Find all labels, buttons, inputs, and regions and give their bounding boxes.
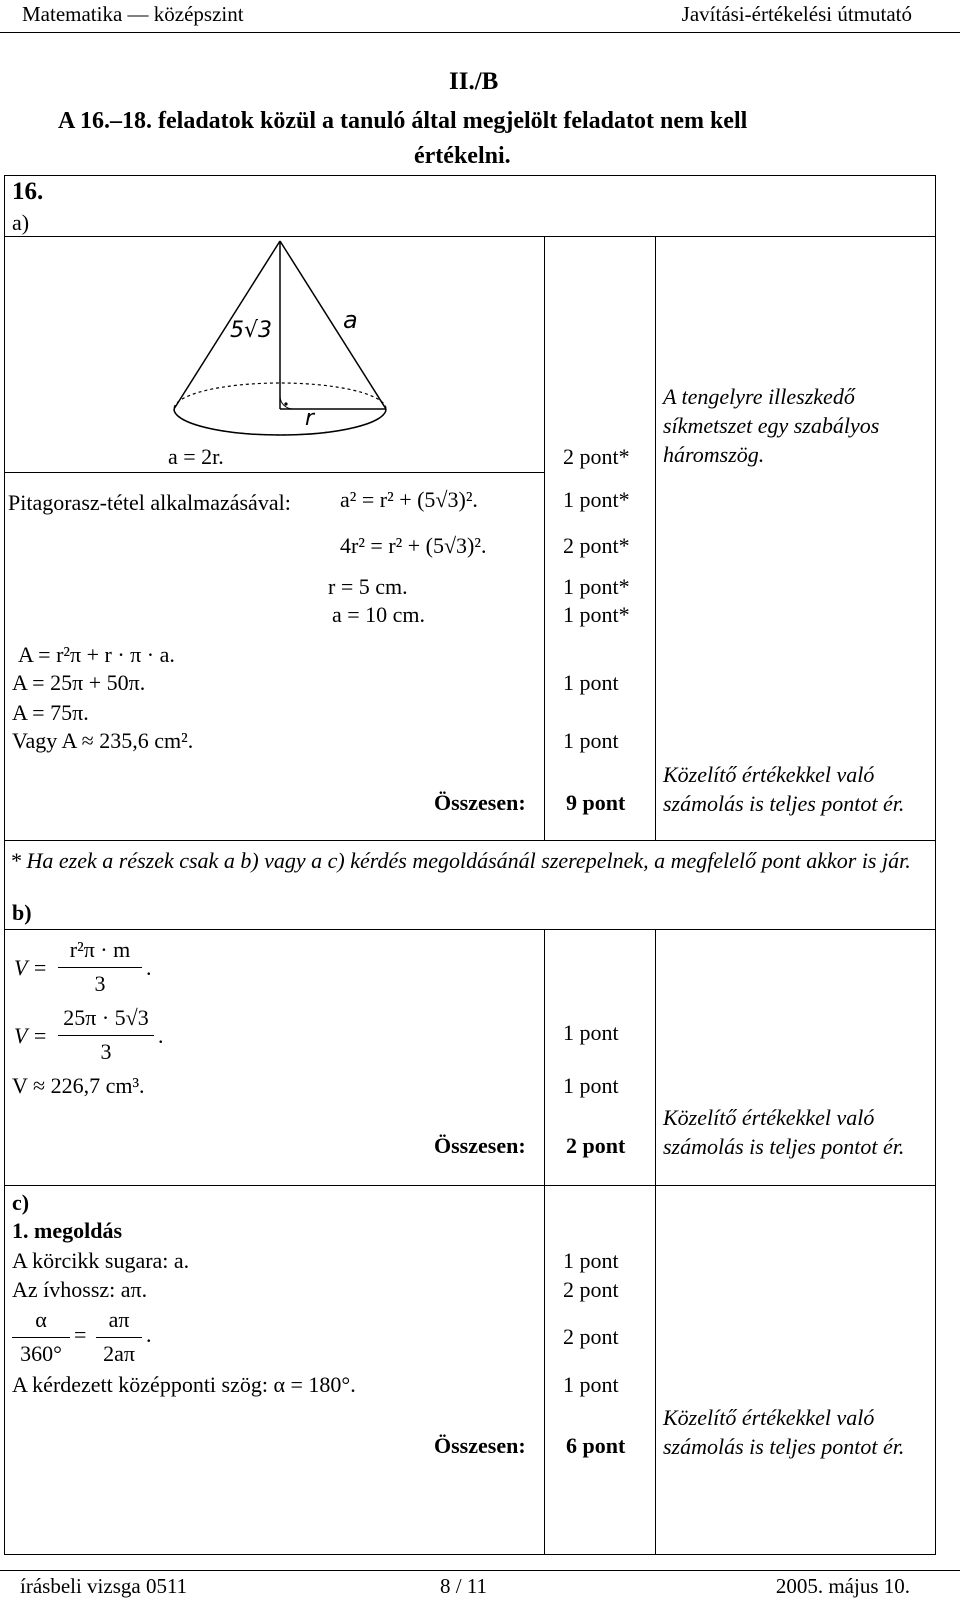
c-total: 6 pont bbox=[566, 1433, 626, 1458]
a-line9-points: 1 pont bbox=[563, 728, 619, 753]
table-right bbox=[935, 175, 936, 1555]
c-total-label: Összesen: bbox=[434, 1433, 526, 1458]
col-points-a bbox=[544, 236, 545, 840]
c-solution-title: 1. megoldás bbox=[12, 1218, 122, 1243]
a-line1: a = 2r. bbox=[168, 444, 224, 469]
table-left bbox=[4, 175, 5, 1555]
b-total: 2 pont bbox=[566, 1133, 626, 1158]
a-line3-points: 2 pont* bbox=[563, 533, 630, 558]
a-line2-formula: a² = r² + (5√3)². bbox=[340, 487, 478, 512]
row-rule-b-head bbox=[4, 929, 936, 930]
c-eq-sign: = bbox=[74, 1322, 87, 1347]
b-f2-numerator: 25π · 5√3 bbox=[63, 1005, 149, 1030]
c-note: Közelítő értékekkel való számolás is teljes pontot ér. bbox=[663, 1405, 905, 1459]
b-f2-denominator: 3 bbox=[100, 1039, 112, 1064]
b-line3-points: 1 pont bbox=[563, 1073, 619, 1098]
c-line1: A körcikk sugara: a. bbox=[12, 1248, 190, 1273]
section-instruction: A 16.–18. feladatok közül a tanuló által megjelölt feladatot nem kell bbox=[58, 108, 748, 134]
b-f2-points: 1 pont bbox=[563, 1020, 619, 1045]
right-angle-dot bbox=[284, 402, 287, 405]
row-rule-footnote bbox=[4, 840, 936, 841]
part-a-label: a) bbox=[12, 210, 30, 235]
b-total-label: Összesen: bbox=[434, 1133, 526, 1158]
header-subject: Matematika — középszint bbox=[22, 2, 244, 26]
a-total: 9 pont bbox=[566, 790, 626, 815]
col-notes-c bbox=[655, 1185, 656, 1554]
a-line7-points: 1 pont bbox=[563, 670, 619, 695]
a-line9: Vagy A ≈ 235,6 cm². bbox=[12, 728, 194, 753]
footer-exam: írásbeli vizsga 0511 bbox=[20, 1574, 188, 1598]
section-instruction-2: értékelni. bbox=[414, 143, 511, 169]
footer-rule bbox=[0, 1570, 960, 1571]
a-total-label: Összesen: bbox=[434, 790, 526, 815]
problem-number: 16. bbox=[12, 178, 44, 205]
row-rule-c bbox=[4, 1185, 936, 1186]
a-note-top: A tengelyre illeszkedő síkmetszet egy szabályos háromszög. bbox=[663, 384, 880, 467]
section-title: II./B bbox=[449, 68, 499, 95]
col-points-b bbox=[544, 929, 545, 1185]
c-eq-left-num: α bbox=[35, 1307, 47, 1332]
a-line2-points: 1 pont* bbox=[563, 487, 630, 512]
a-line4: r = 5 cm. bbox=[328, 574, 408, 599]
b-f1-tail: . bbox=[146, 955, 152, 980]
c-eq-right-bar bbox=[96, 1337, 142, 1338]
part-b-label: b) bbox=[12, 900, 32, 925]
part-c-label: c) bbox=[12, 1190, 30, 1215]
b-f1-denominator: 3 bbox=[94, 971, 106, 996]
header-rule bbox=[0, 32, 960, 33]
c-eq-left-den: 360° bbox=[20, 1341, 62, 1366]
a-line4-points: 1 pont* bbox=[563, 574, 630, 599]
a-note-approx: Közelítő értékekkel való számolás is teljes pontot ér. bbox=[663, 762, 905, 816]
b-f2-bar bbox=[58, 1035, 154, 1036]
a-line8: A = 75π. bbox=[12, 700, 89, 725]
cone-height-label: 5√3 bbox=[230, 318, 273, 343]
header-doc-type: Javítási-értékelési útmutató bbox=[681, 2, 912, 26]
c-line2-points: 2 pont bbox=[563, 1277, 619, 1302]
a-line1-points: 2 pont* bbox=[563, 444, 630, 469]
c-eq-right-num: aπ bbox=[108, 1307, 130, 1332]
col-notes-a bbox=[655, 236, 656, 840]
c-eq-left-bar bbox=[12, 1337, 70, 1338]
c-line4-points: 1 pont bbox=[563, 1372, 619, 1397]
b-line3: V ≈ 226,7 cm³. bbox=[12, 1073, 145, 1098]
a-line6: A = r²π + r · π · a. bbox=[18, 642, 175, 667]
b-f1-numerator: r²π · m bbox=[69, 937, 131, 962]
footer-page: 8 / 11 bbox=[440, 1574, 488, 1598]
b-f2-tail: . bbox=[158, 1023, 164, 1048]
cone-slant-label: a bbox=[343, 306, 358, 334]
row-rule-a-head bbox=[4, 236, 936, 237]
b-f1-bar bbox=[58, 967, 142, 968]
cone-base-front bbox=[174, 409, 386, 435]
c-eq-points: 2 pont bbox=[563, 1324, 619, 1349]
a-line2-prefix: Pitagorasz-tétel alkalmazásával: bbox=[8, 490, 291, 515]
table-top bbox=[4, 175, 936, 176]
b-f1-lhs: V = bbox=[14, 955, 48, 980]
footnote: * Ha ezek a részek csak a b) vagy a c) kérdés megoldásánál szerepelnek, a megfelelő pont akkor is jár. bbox=[10, 848, 911, 873]
col-notes-b bbox=[655, 929, 656, 1185]
c-eq-tail: . bbox=[146, 1322, 152, 1347]
a-line7: A = 25π + 50π. bbox=[12, 670, 146, 695]
row-rule-a1 bbox=[4, 472, 545, 473]
cone-figure bbox=[170, 236, 410, 446]
c-eq-right-den: 2aπ bbox=[103, 1341, 135, 1366]
col-points-c bbox=[544, 1185, 545, 1554]
a-line3-formula: 4r² = r² + (5√3)². bbox=[340, 533, 487, 558]
c-line2: Az ívhossz: aπ. bbox=[12, 1277, 148, 1302]
c-line4: A kérdezett középponti szög: α = 180°. bbox=[12, 1372, 356, 1397]
b-f2-lhs: V = bbox=[14, 1023, 48, 1048]
cone-radius-label: r bbox=[305, 406, 315, 431]
a-line5-points: 1 pont* bbox=[563, 602, 630, 627]
a-line5: a = 10 cm. bbox=[332, 602, 426, 627]
b-note: Közelítő értékekkel való számolás is teljes pontot ér. bbox=[663, 1105, 905, 1159]
c-line1-points: 1 pont bbox=[563, 1248, 619, 1273]
footer-date: 2005. május 10. bbox=[775, 1574, 910, 1598]
table-bottom bbox=[4, 1554, 936, 1555]
